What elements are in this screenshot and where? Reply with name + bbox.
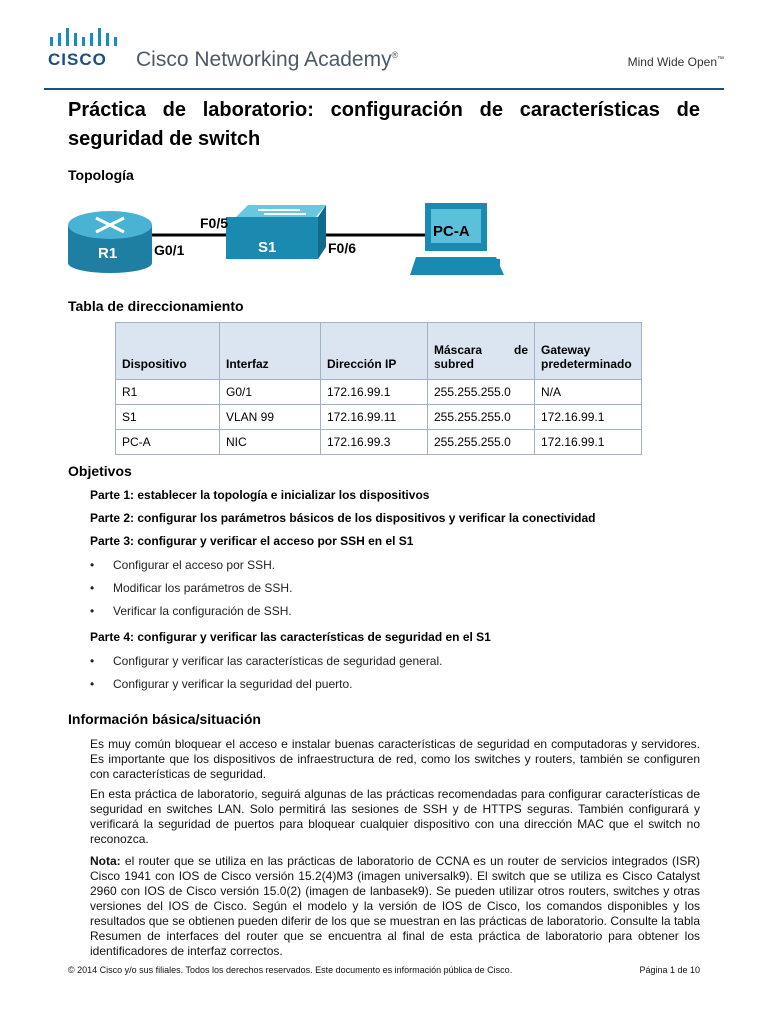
- table-cell: 255.255.255.0: [428, 405, 535, 430]
- table-row: [116, 430, 642, 455]
- note-text: el router que se utiliza en las prácticas de laboratorio de CCNA es un router de servicios integrados (ISR) Cisco 1941 con IOS de Cisco versión 15.2(4)M3 (imagen universalk9). El switch que se utiliza es Cisco Catalyst 2960 con IOS de Cisco versión 15.0(2) (imagen de lanbasek9). Se pueden utilizar otros routers, switches y otras versiones del IOS de Cisco. Según el modelo y la versión de IOS de Cisco, los comandos disponibles y los resultados que se obtienen pueden diferir de los que se muestran en las prácticas de laboratorio. Consulte la tabla Resumen de interfaces del router que se encuentra al final de esta práctica de laboratorio para obtener los identificadores de interfaz correctos.: [90, 854, 700, 958]
- switch-label: S1: [258, 239, 277, 256]
- cisco-wordmark: CISCO: [48, 50, 107, 69]
- pc-icon: [410, 203, 504, 275]
- table-cell: N/A: [535, 380, 642, 405]
- port-label-f05: F0/5: [200, 215, 229, 231]
- tagline: Mind Wide Open™: [627, 55, 724, 69]
- topology-diagram: [60, 195, 520, 285]
- note-paragraph: [90, 854, 700, 959]
- note-label: Nota:: [90, 854, 121, 868]
- router-icon: [68, 211, 152, 273]
- table-row: [116, 380, 642, 405]
- column-header: Máscara de subred: [428, 323, 535, 380]
- port-label-f06: F0/6: [328, 240, 357, 256]
- cisco-bars-icon: [46, 28, 118, 48]
- academy-title: Cisco Networking Academy®: [136, 48, 399, 71]
- page-header: [0, 0, 768, 90]
- table-cell: 172.16.99.1: [535, 430, 642, 455]
- table-cell: 172.16.99.11: [321, 405, 428, 430]
- table-cell: R1: [116, 380, 220, 405]
- topology-heading: Topología: [68, 167, 134, 183]
- table-row: [116, 405, 642, 430]
- switch-icon: [226, 205, 326, 259]
- table-cell: 172.16.99.3: [321, 430, 428, 455]
- table-cell: G0/1: [220, 380, 321, 405]
- objectives-heading: Objetivos: [68, 463, 132, 479]
- objective-part-3: Parte 3: configurar y verificar el acceso por SSH en el S1: [90, 534, 414, 548]
- table-cell: 255.255.255.0: [428, 430, 535, 455]
- column-header: Interfaz: [220, 323, 321, 380]
- objective-part-1: Parte 1: establecer la topología e inicializar los dispositivos: [90, 488, 430, 502]
- table-cell: VLAN 99: [220, 405, 321, 430]
- column-header: Dispositivo: [116, 323, 220, 380]
- page-title: Práctica de laboratorio: configuración de características de seguridad de switch: [68, 99, 700, 150]
- objective-part-2: Parte 2: configurar los parámetros básicos de los dispositivos y verificar la conectividad: [90, 511, 596, 525]
- page-number: Página 1 de 10: [639, 965, 700, 975]
- table-cell: 172.16.99.1: [321, 380, 428, 405]
- table-cell: NIC: [220, 430, 321, 455]
- header-divider: [44, 88, 724, 90]
- table-cell: 172.16.99.1: [535, 405, 642, 430]
- table-header-row: [116, 323, 642, 380]
- background-heading: Información básica/situación: [68, 711, 261, 727]
- column-header: Gateway predeterminado: [535, 323, 642, 380]
- page-footer: [68, 965, 700, 975]
- objective-part-4: Parte 4: configurar y verificar las características de seguridad en el S1: [90, 630, 491, 644]
- port-label-g01: G0/1: [154, 242, 185, 258]
- background-paragraph-2: En esta práctica de laboratorio, seguirá algunas de las prácticas recomendadas para configurar características de seguridad en switches LAN. Solo permitirá las sesiones de SSH y de HTTPS seguras. También configurará y verificará la seguridad de puertos para bloquear cualquier dispositivo con una dirección MAC que el switch no reconozca.: [90, 787, 700, 846]
- column-header: Dirección IP: [321, 323, 428, 380]
- table-cell: S1: [116, 405, 220, 430]
- table-cell: 255.255.255.0: [428, 380, 535, 405]
- router-label: R1: [98, 245, 118, 262]
- background-paragraph-1: Es muy común bloquear el acceso e instalar buenas características de seguridad en computadoras y servidores. Es importante que los dispositivos de infraestructura de red, como los switches y routers, también se configuren con características de seguridad.: [90, 737, 700, 781]
- addressing-table: [115, 322, 642, 455]
- pc-label: PC-A: [433, 223, 470, 240]
- table-cell: PC-A: [116, 430, 220, 455]
- copyright-text: © 2014 Cisco y/o sus filiales. Todos los derechos reservados. Este documento es información pública de Cisco.: [68, 965, 513, 975]
- addressing-heading: Tabla de direccionamiento: [68, 298, 244, 314]
